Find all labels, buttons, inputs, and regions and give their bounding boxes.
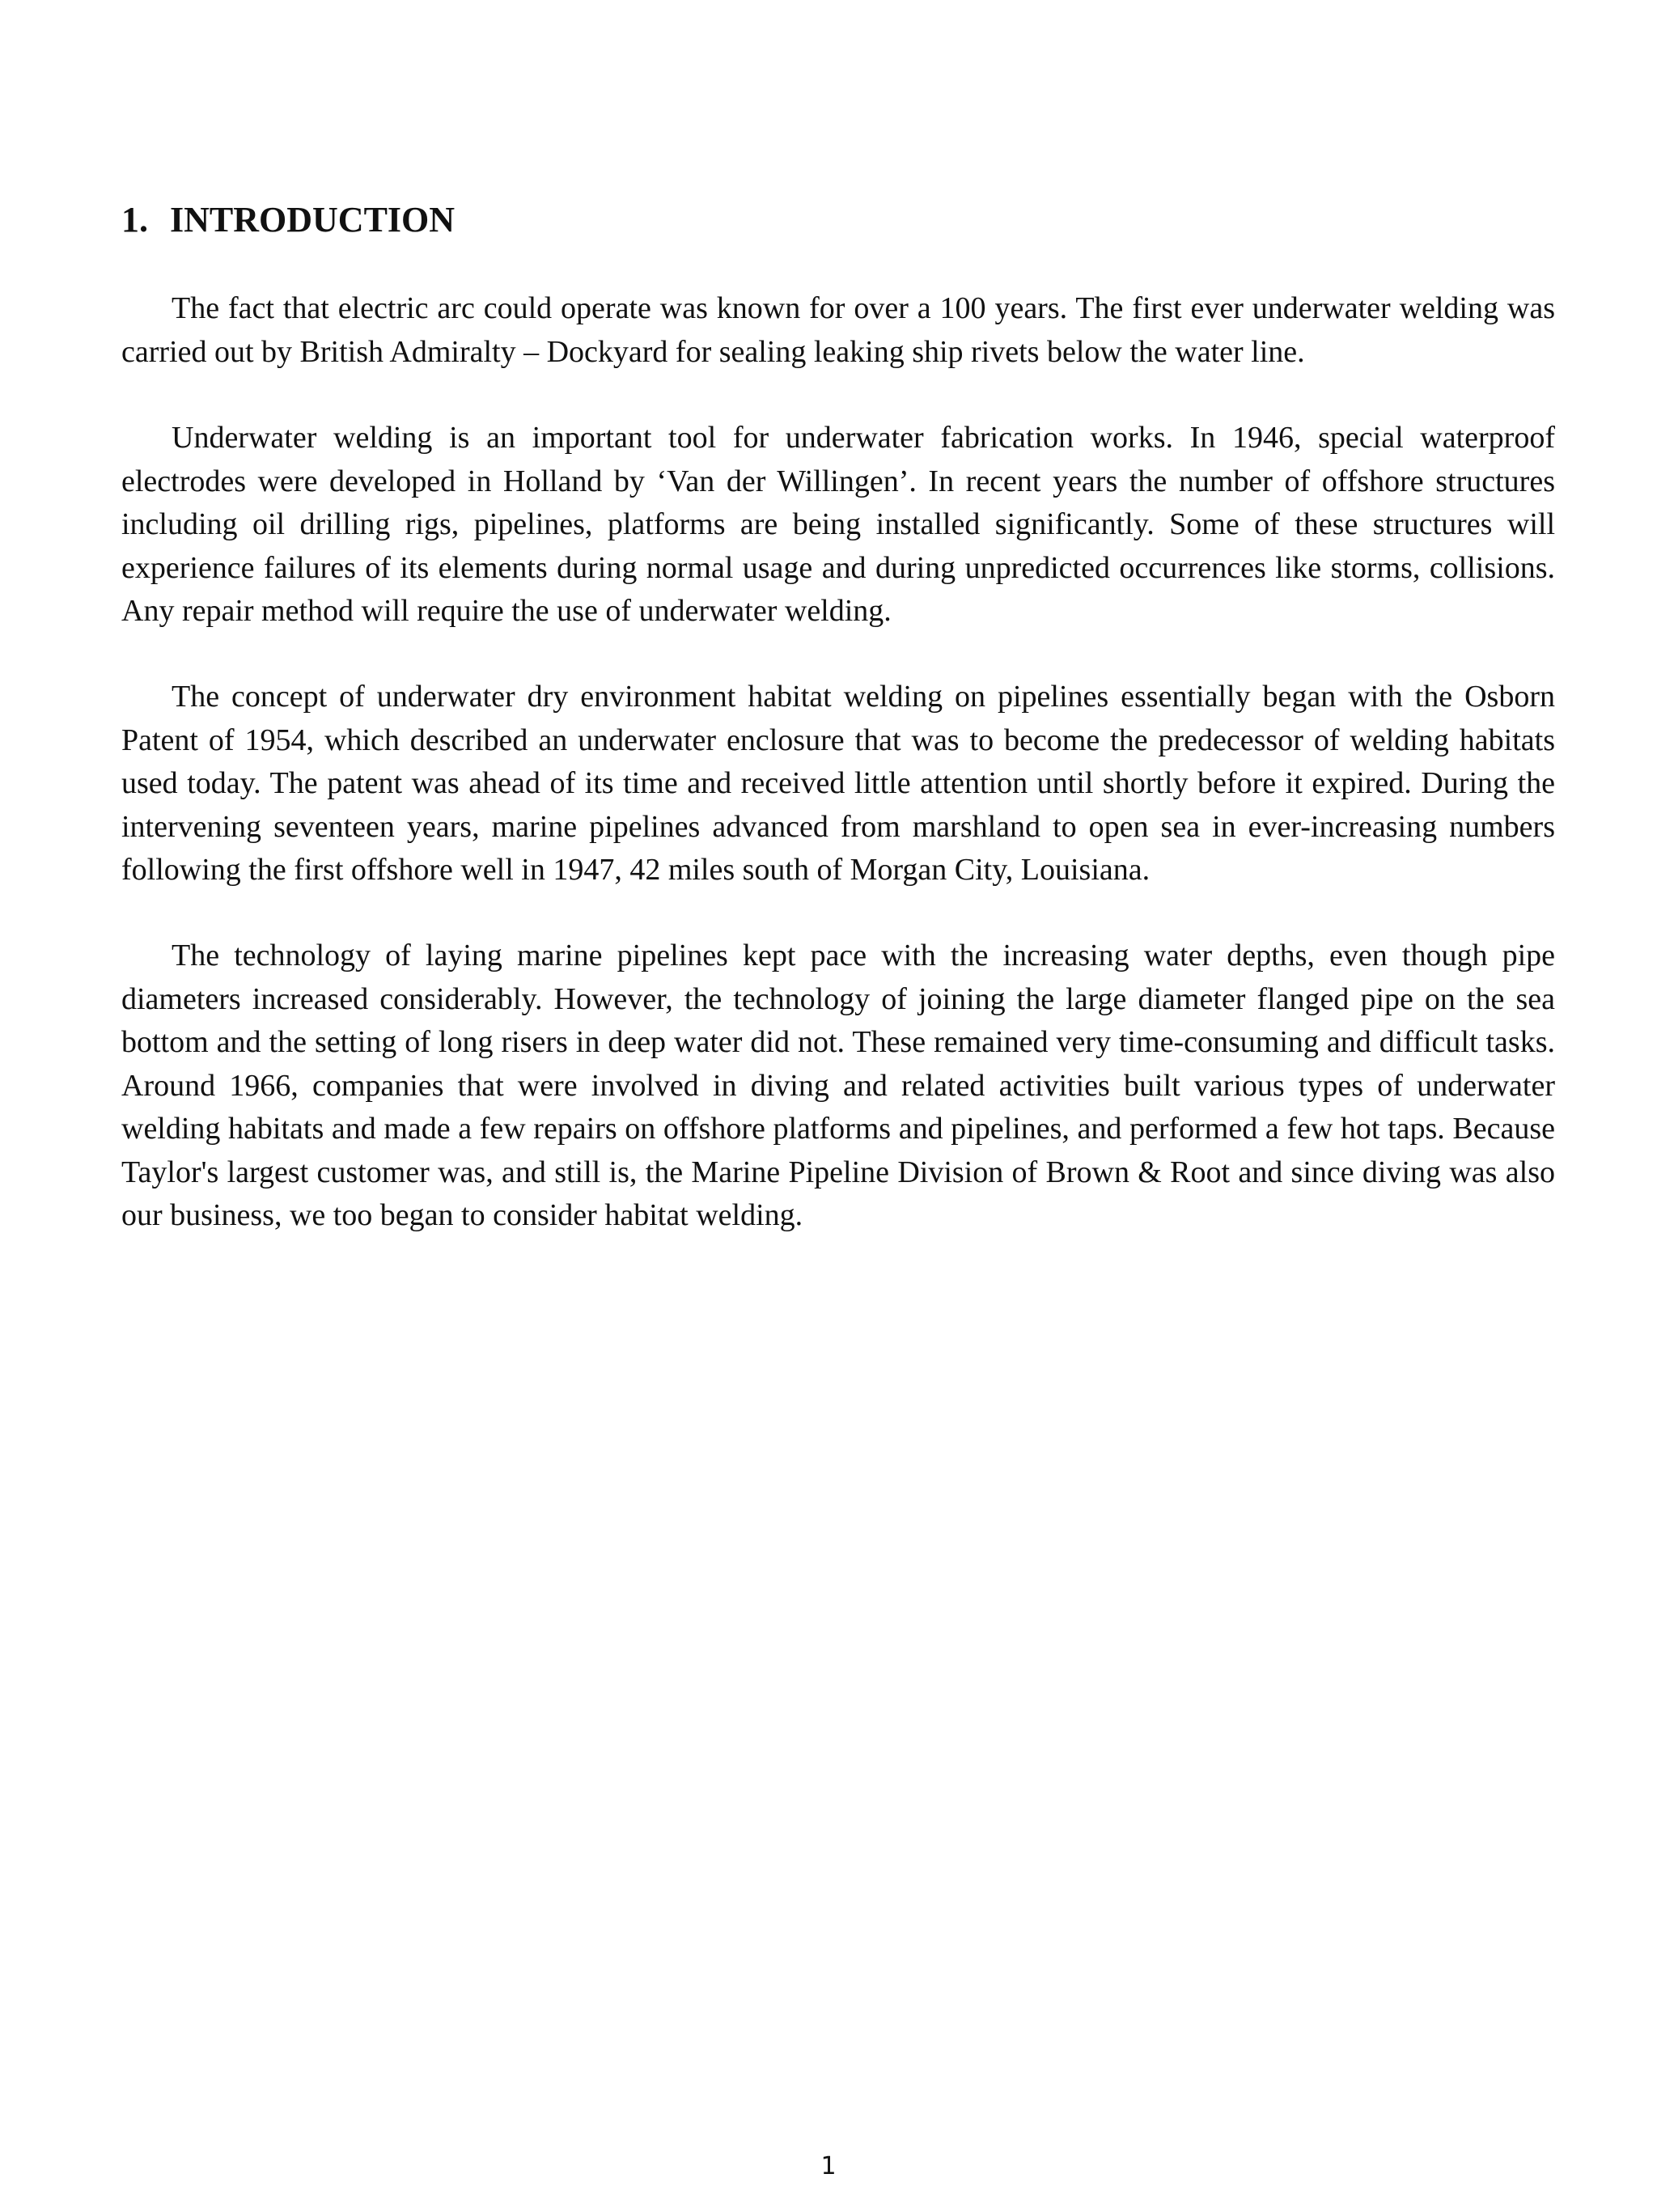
section-title: INTRODUCTION [170, 200, 456, 239]
section-heading [121, 197, 455, 243]
page-number: 1 [820, 2152, 837, 2180]
paragraph-underwater-welding-tool: Underwater welding is an important tool for underwater fabrication works. In 1946, special waterproof electrodes were developed in Holland by ‘Van der Willingen’. In recent years the number of offshore structures including oil drilling rigs, pipelines, platforms are being installed significantly. Some of these structures will experience failures of its elements during normal usage and during unpredicted occurrences like storms, collisions. Any repair method will require the use of underwater welding. [121, 421, 1555, 628]
paragraph-habitat-welding-concept: The concept of underwater dry environment habitat welding on pipelines essentially began with the Osborn Patent of 1954, which described an underwater enclosure that was to become the predecessor of welding habitats used today. The patent was ahead of its time and received little attention until shortly before it expired. During the intervening seventeen years, marine pipelines advanced from marshland to open sea in ever-increasing numbers following the first offshore well in 1947, 42 miles south of Morgan City, Louisiana. [121, 680, 1555, 887]
paragraph-pipeline-technology: The technology of laying marine pipelines kept pace with the increasing water depths, even though pipe diameters increased considerably. However, the technology of joining the large diameter flanged pipe on the sea bottom and the setting of long risers in deep water did not. These remained very time-consuming and difficult tasks. Around 1966, companies that were involved in diving and related activities built various types of underwater welding habitats and made a few repairs on offshore platforms and pipelines, and performed a few hot taps. Because Taylor's largest customer was, and still is, the Marine Pipeline Division of Brown & Root and since diving was also our business, we too began to consider habitat welding. [121, 939, 1555, 1232]
section-number: 1. [121, 200, 148, 239]
paragraph-electric-arc-history: The fact that electric arc could operate was known for over a 100 years. The first ever underwater welding was carried out by British Admiralty – Dockyard for sealing leaking ship rivets below the water line. [121, 291, 1555, 369]
